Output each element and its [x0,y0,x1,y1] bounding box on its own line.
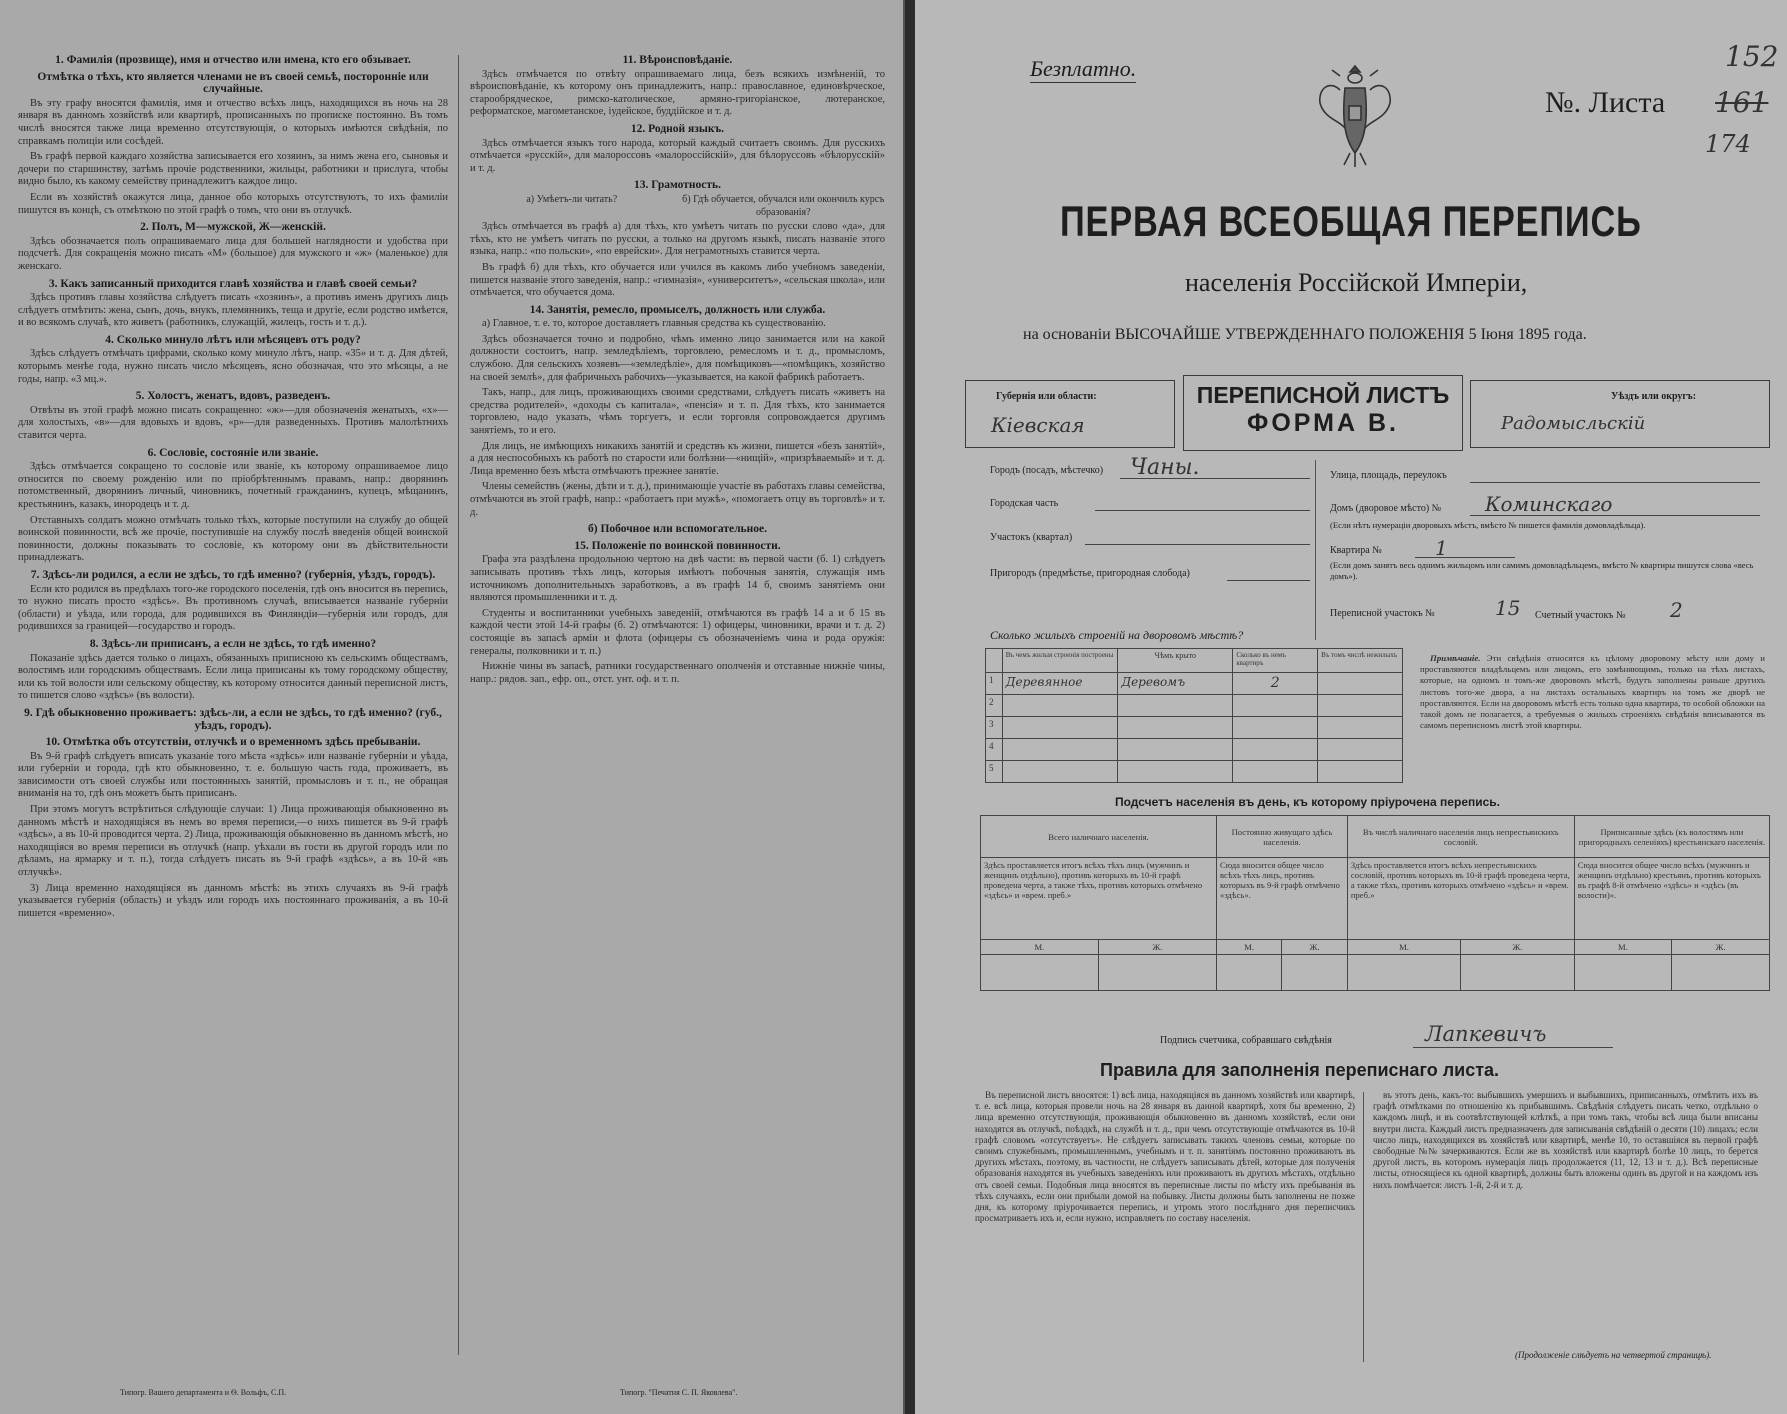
field-line [1415,557,1515,558]
field-label: Пригородъ (предмѣстье, пригородная слобода) [990,568,1190,579]
table-cell: 3 [986,717,1003,739]
male-label: М. [1574,940,1671,955]
table-row [981,940,1770,955]
heading-1: 1. Фамилія (прозвище), имя и отчество или имена, кто его обзывает. [55,54,411,66]
literacy-sub-b: б) Гдѣ обучается, обучался или окончилъ курсъ образованія? [682,193,885,218]
imperial-eagle-icon [1310,58,1400,173]
female-label: Ж. [1282,940,1348,955]
count-cell[interactable] [1347,955,1460,991]
count-cell[interactable] [1282,955,1348,991]
instruction-text: Отставныхъ солдатъ можно отмѣчать только тѣхъ, которые поступили на службу до общей воинской повинности, всѣ же прочіе, поступившіе на службу послѣ введенія общей воинской повинности, должны показывать то сословіе, къ которому они въ дѣйствительности принадлежатъ. [18,514,448,564]
field-value-count-district[interactable]: 2 [1670,598,1683,622]
heading-14b: б) Побочное или вспомогательное. [588,523,767,536]
female-label: Ж. [1461,940,1575,955]
instruction-text: Здѣсь обозначается точно и подробно, чѣмъ именно лицо занимается или на какой должности состоитъ, напр. земледѣліемъ, торговлею, ремесломъ и т. д., промысломъ, службою. Для сельскихъ хозяевъ—«земледѣліе», для помѣщиковъ—«помѣщикъ, хозяйство на своей землѣ», для фабричныхъ рабочихъ—указывается, на какой фабрикѣ работаетъ. [470,333,885,383]
rules-text: Въ переписной листъ вносятся: 1) всѣ лица, находящіяся въ данномъ хозяйствѣ или квартирѣ, т. е. всѣ лица, которыя провели ночь на 28 января въ данной квартирѣ, хотя бы временно, 2) лица временно отсутствующія, проживающія обыкновенно въ данномъ хозяйствѣ, если они находятся въ отлучкѣ, поѣздкѣ, на службѣ и т. д., при чемъ отсутствующіе отмѣчаются въ 10-й графѣ словомъ «отсутствуетъ». Не слѣдуетъ записывать такихъ членовъ семьи, которые по своимъ служебнымъ, промышленнымъ, учебнымъ и т. п. занятіямъ постоянно проживаютъ въ другихъ мѣстахъ, поэтому, въ частности, не слѣдуетъ записывать дѣтей, которые для полученія образованія находятся въ учебныхъ заведеніяхъ или проживаютъ въ другихъ мѣстахъ, отдѣльно отъ своей семьи. Подобныя лица вносятся въ переписные листы по мѣсту ихъ пребыванія въ тѣхъ случаяхъ, если они прибыли домой на побывку. Листы должны быть заполнены не позже дня, къ которому пріурочивается перепись, и утромъ этого послѣдняго дня переписчикъ просматриваетъ ихъ и, если нужно, исправляетъ по составу населенія. [975,1090,1355,1224]
sheet-number-label: №. Листа [1545,86,1666,119]
male-label: М. [1347,940,1460,955]
table-cell[interactable] [1318,673,1403,695]
sheet-number-handwritten: 174 [1705,130,1751,158]
heading-6: 6. Сословіе, состояніе или званіе. [147,446,319,459]
field-line [1095,510,1310,511]
table-cell: 1 [986,673,1003,695]
field-label: Переписной участокъ № [1330,608,1435,619]
table-row [981,858,1770,940]
table-row [986,717,1403,739]
heading-8: 8. Здѣсь-ли приписанъ, а если не здѣсь, то гдѣ именно? [89,637,377,650]
field-value-city[interactable]: Чаны. [1130,455,1200,480]
table-cell[interactable] [1233,761,1318,783]
signature-line [1413,1047,1613,1048]
population-count-table [980,815,1770,991]
field-note: (Если домъ занятъ весь однимъ жильцомъ или самимъ домовладѣльцемъ, вмѣсто № квартиры пишутся слова «весь домъ»). [1330,560,1754,581]
table-header-row [981,816,1770,858]
heading-9: 9. Гдѣ обыкновенно проживаетъ: здѣсь-ли, а если не здѣсь, то гдѣ именно? (губ., уѣздъ, городъ). [24,706,442,732]
instruction-text: а) Главное, т. е. то, которое доставляетъ главныя средства къ существованію. [482,318,826,330]
uezd-value[interactable]: Радомысльскій [1501,413,1646,434]
table-cell[interactable] [1002,717,1118,739]
count-cell[interactable] [1672,955,1770,991]
field-label: Городъ (посадъ, мѣстечко) [990,465,1104,476]
heading-1b: Отмѣтка о тѣхъ, кто является членами не въ своей семьѣ, посторонніе или случайные. [37,70,429,96]
instruction-text: Показаніе здѣсь дается только о лицахъ, обязанныхъ приписною къ сельскимъ обществамъ, волостямъ или городскимъ обществамъ. Если лица приписаны къ тому городскому обществу, или къ той волости или сельскому обществу, къ которому относится данный переписной листъ, то пишется слово «здѣсь» (въ волости). [18,652,448,702]
field-line [1470,482,1760,483]
table-cell[interactable]: Деревомъ [1118,673,1233,695]
instruction-text: Въ графѣ первой каждаго хозяйства записывается его хозяинъ, за нимъ жена его, сыновья и дочери по старшинству, затѣмъ прочіе родственники, жильцы, работники и прислуга, чтобы видно было, къ какому семейству принадлежитъ каждое лицо. [18,151,448,188]
heading-2: 2. Полъ, М—мужской, Ж—женскій. [140,221,326,234]
table-cell[interactable] [1118,695,1233,717]
gubernia-label: Губернія или области: [996,391,1097,402]
table-cell[interactable] [1233,739,1318,761]
heading-4: 4. Сколько минуло лѣтъ или мѣсяцевъ отъ роду? [105,333,361,346]
field-label: Улица, площадь, переулокъ [1330,470,1447,481]
table-cell: Сюда вносится общее число всѣхъ (мужчинъ и женщинъ отдѣльно) крестьянъ, противъ которыхъ въ графѣ 8-й отмѣчено «здѣсь» и «здѣсь (въ волости)». [1574,858,1769,940]
female-label: Ж. [1098,940,1216,955]
table-cell[interactable] [1318,739,1403,761]
heading-3: 3. Какъ записанный приходится главѣ хозяйства и главѣ своей семьи? [48,277,418,290]
table-cell: Сюда вносится общее число всѣхъ тѣхъ лицъ, противъ которыхъ въ 9-й графѣ отмѣчено «здѣсь». [1217,858,1348,940]
heading-10: 10. Отмѣтка объ отсутствіи, отлучкѣ и о временномъ здѣсь пребываніи. [45,736,421,749]
table-cell[interactable] [1233,717,1318,739]
table-cell[interactable] [1002,695,1118,717]
instruction-text: Для лицъ, не имѣющихъ никакихъ занятій и средствъ къ жизни, пишется «безъ занятій», а для неспособныхъ къ работѣ по старости или болѣзни—«нищій», «призрѣваемый» и т. д. Лица временно безъ мѣста отмѣчаютъ прежнее занятіе. [470,440,885,477]
table-row [986,761,1403,783]
count-cell[interactable] [1217,955,1282,991]
instruction-text: Отвѣты въ этой графѣ можно писать сокращенно: «ж»—для обозначенія женатыхъ, «х»—для холостыхъ, «в»—для вдовыхъ и вдовъ, «р»—для разведенныхъ. Противъ малолѣтнихъ ставится черта. [18,404,448,442]
note-title: Примѣчаніе. [1430,653,1481,663]
instruction-text: Члены семействъ (жены, дѣти и т. д.), принимающіе участіе въ работахъ главы семейства, отмѣчаются въ этой графѣ, напр.: «работаетъ при мужѣ», «помогаетъ отцу въ торговлѣ» и т. д. [470,481,885,518]
rules-title: Правила для заполненія переписнаго листа. [1100,1060,1500,1080]
male-label: М. [981,940,1099,955]
table-cell[interactable] [1318,717,1403,739]
instruction-text: Здѣсь обозначается полъ опрашиваемаго лица для большей наглядности и удобства при подсчетѣ. Для сокращенія можно писать «М» (большое) для мужского и «ж» (маленькое) для женскаго. [18,235,448,272]
instruction-text: Такъ, напр., для лицъ, проживающихъ своими средствами, слѣдуетъ писать «живетъ на средства родителей», «доходы съ капитала», «пенсія» и т. п. Для тѣхъ, кто занимается торговлею, надо указать, чѣмъ торгуетъ, и если торговля сопровождается другимъ занятіемъ, то и его. [470,387,885,437]
table-header-row [986,649,1403,673]
heading-12: 12. Родной языкъ. [630,122,725,135]
column-divider [458,55,459,1355]
heading-5: 5. Холостъ, женатъ, вдовъ, разведенъ. [135,390,331,403]
table-cell[interactable] [1002,761,1118,783]
rules-continuation: (Продолженіе слѣдуетъ на четвертой страницѣ). [1515,1350,1712,1360]
table-cell[interactable]: Деревянное [1002,673,1118,695]
heading-15: 15. Положеніе по воинской повинности. [574,539,781,552]
instruction-text: Въ 9-й графѣ слѣдуетъ вписать указаніе того мѣста «здѣсь» или названіе губерніи и уѣзда, или губерніи и города, гдѣ кто обыкновенно, т. е. большую часть года, проживаетъ, въ зависимости отъ своей службы или постоянныхъ занятій, промысловъ и т. п., не обращая вниманія на то, гдѣ онъ можетъ быть приписанъ. [18,750,448,800]
field-line [1227,580,1310,581]
table-row [981,955,1770,991]
legal-basis: на основаніи ВЫСОЧАЙШЕ УТВЕРЖДЕННАГО ПОЛОЖЕНІЯ 5 Іюня 1895 года. [1023,326,1587,343]
form-title: ПЕРЕПИСНОЙ ЛИСТЪ [1196,382,1450,408]
field-line [1470,515,1760,516]
table-cell [986,649,1003,673]
document-title: ПЕРВАЯ ВСЕОБЩАЯ ПЕРЕПИСЬ [1060,198,1642,246]
instruction-text: Въ эту графу вносятся фамилія, имя и отчество всѣхъ лицъ, находящихся въ ночь на 28 января въ данномъ хозяйствѣ или квартирѣ, прописанныхъ по прописке постоянно. Въ томъ числѣ вносятся также лица временно отсутствующія, о которыхъ имѣются свѣдѣнія, по справкамъ полиціи или сосѣдей. [18,97,448,147]
table-row [986,739,1403,761]
table-header: Сколько въ немъ квартиръ [1233,649,1318,673]
note-text: Эти свѣдѣнія относятся къ цѣлому дворовому мѣсту или дому и проставляются владѣльцемъ или лицомъ, его замѣняющимъ, только на тѣхъ листахъ, которые, на одномъ и томъ-же дворовомъ мѣстѣ, будутъ заполнены раньше другихъ листовъ того-же двора, а на листахъ остальныхъ квартиръ на томъ же дворѣ не проставляются. Если на дворовомъ мѣстѣ есть только одна квартира, то особой обложки на такой домъ не полагается, а требуемыя о жилыхъ строеніяхъ свѣдѣнія вписываются въ самомъ переписномъ листѣ этой квартиры. [1420,653,1765,731]
count-cell[interactable] [1574,955,1671,991]
left-column-1 [18,50,448,1380]
instruction-text: Здѣсь отмѣчается сокращено то сословіе или званіе, къ которому опрашиваемое лицо относится по своему рожденію или по пріобрѣтеннымъ правамъ, напр.: дворянинъ потомственный, дворянинъ личный, чиновникъ, почетный гражданинъ, купецъ, мѣщанинъ, крестьянинъ, казакъ, инородецъ и т. д. [18,461,448,510]
field-value-census-district[interactable]: 15 [1495,596,1521,620]
rules-text: въ этотъ день, какъ-то: выбывшихъ умершихъ и выбывшихъ, приписанныхъ, отмѣтить ихъ въ графѣ отмѣтками по отношенію къ прибывшимъ. Свѣдѣнія слѣдуетъ писать четко, отдѣльно о каждомъ лицѣ, и въ соотвѣтствующей клѣткѣ, а при томъ такъ, чтобы всѣ лица были вписаны внутри листа. Каждый листъ предназначенъ для записыванія свѣдѣній о десяти (10) лицахъ; если число лицъ, находящихся въ хозяйствѣ или квартирѣ, менѣе 10, то оставшіяся въ первой графѣ свободные №№ зачеркиваются. Если же въ хозяйствѣ или квартирѣ болѣе 10 лицъ, то берется другой листъ, въ которомъ нумерація лицъ продолжается (11, 12, 13 и т. д.). Всѣ переписные листы, относящіеся къ одной квартирѣ, должны быть вложены одинъ въ другой и на каждомъ изъ нихъ помѣчается: листъ 1-й, 2-й и т. д. [1373,1090,1758,1190]
instruction-text: Если кто родился въ предѣлахъ того-же городского поселенія, гдѣ онъ вносится въ перепись, то нужно писать просто «здѣсь». Въ противномъ случаѣ, вписывается названіе губерніи (области) и уѣзда, или города, для родившихся въ Финляндіи—губернія или городъ, для родившихся за границей—государство и городъ. [18,583,448,633]
gubernia-value[interactable]: Кіевская [991,413,1085,437]
heading-11: 11. Вѣроисповѣданіе. [622,54,733,66]
table-header: Чѣмъ крыто [1118,649,1233,673]
free-label: Безплатно. [1030,56,1137,81]
instruction-text: Здѣсь отмѣчается въ графѣ а) для тѣхъ, кто умѣетъ читать по русски слово «да», для тѣхъ, кто не умѣетъ читать по русски, а только на другомъ языкѣ, писать названіе этого языка, напр.: «по польски», «по еврейски». Для неграмотныхъ ставится черта. [470,221,885,258]
table-cell[interactable]: 2 [1233,673,1318,695]
address-divider [1315,460,1316,640]
signature-value[interactable]: Лапкевичъ [1425,1022,1547,1046]
gubernia-box [965,380,1175,448]
instruction-text: 3) Лица временно находящіяся въ данномъ мѣстѣ: въ этихъ случаяхъ въ 9-й графѣ указывается губернія (область) и уѣздъ или городъ ихъ постояннаго проживанія, а въ 10-й пишется «временно». [18,882,448,919]
table-header: Всего наличнаго населенія. [981,816,1217,858]
table-cell: 4 [986,739,1003,761]
table-row [986,673,1403,695]
count-title: Подсчетъ населенія въ день, къ которому пріурочена перепись. [1115,795,1500,809]
instruction-text: Студенты и воспитанники учебныхъ заведеній, отмѣчаются въ графѣ 14 а и б 15 въ каждой чести этой 14-й графы (б. 2) отмѣчаются: 1) офицеры, чиновники, врачи и т. д. 2) состоящіе въ запасѣ арміи и флота (офицеры съ обозначеніемъ чина и рода оружія: генералы, полковники и т. п.) [470,607,885,657]
table-cell[interactable] [1233,695,1318,717]
male-label: М. [1217,940,1282,955]
signature-label: Подпись счетчика, собравшаго свѣдѣнія [1160,1035,1332,1046]
field-label: Участокъ (квартал) [990,532,1073,543]
heading-7: 7. Здѣсь-ли родился, а если не здѣсь, то гдѣ именно? (губернія, уѣздъ, городъ). [30,568,436,581]
instruction-text: Здѣсь слѣдуетъ отмѣчать цифрами, сколько кому минуло лѣтъ, напр. «35» и т. д. Для дѣтей, которымъ менѣе года, нужно писать число мѣсяцевъ, ясно обозначая, что это мѣсяцы, а не годы, напр. «3 мц.». [18,348,448,385]
note-block [1420,653,1765,793]
instruction-text: Здѣсь отмѣчается языкъ того народа, который каждый считаетъ своимъ. Для русскихъ отмѣчается «русскій», для малороссовъ «малороссійскій», для бѣлоруссовъ «бѣлорусскій» и т. д. [470,137,885,174]
instruction-text: Нижніе чины въ запасѣ, ратники государственнаго ополченія и отставные нижніе чины, напр.: рядов. зап., ефр. оп., отст. унт. оф. и т. п. [470,661,885,685]
table-cell[interactable] [1118,761,1233,783]
rules-column-right [1373,1090,1758,1345]
field-label: Домъ (дворовое мѣсто) № [1330,503,1442,514]
buildings-table [985,648,1403,783]
buildings-question: Сколько жилыхъ строеній на дворовомъ мѣстѣ? [990,628,1244,642]
uezd-box [1470,380,1770,448]
literacy-sub-a: а) Умѣетъ-ли читать? [526,193,618,205]
table-cell[interactable] [1002,739,1118,761]
document-subtitle: населенія Россійской Имперіи, [1185,268,1528,297]
heading-14: 14. Занятія, ремесло, промыселъ, должность или служба. [529,303,826,316]
instruction-text: При этомъ могутъ встрѣтиться слѣдующіе случаи: 1) Лица проживающія обыкновенно въ данномъ мѣстѣ и находящіяся въ немъ во время переписи,—о нихъ пишется въ 9-й графѣ «здѣсь», а въ 10-й проводится черта. 2) Лица, проживающія обыкновенно въ данномъ мѣстѣ, но находящіяся во время переписи въ отлучкѣ (напр. уѣхали въ гости въ другой городъ или по дѣламъ, на ярмарку и т. п.), тогда слѣдуетъ писать въ 9-й графѣ «здѣсь», а въ 10-й «въ отлучкѣ». [18,804,448,879]
field-label: Городская часть [990,498,1059,509]
instruction-text: Здѣсь отмѣчается по отвѣту опрашиваемаго лица, безъ всякихъ измѣненій, то вѣроисповѣданіе, къ которому онъ принадлежитъ, напр.: православное, единовѣрческое, старообрядческое, римско-католическое, армяно-григоріанское, лютеранское, реформатское, магометанское, іудейское, буддійское и т. д. [470,68,885,118]
printer-footer-right: Типогр. "Печатня С. П. Яковлева". [620,1388,738,1397]
table-header: Въ томъ числѣ нежилыхъ [1318,649,1403,673]
heading-13: 13. Грамотность. [633,179,721,192]
table-cell[interactable] [1118,739,1233,761]
female-label: Ж. [1672,940,1770,955]
field-line [1120,478,1310,479]
table-cell: Здѣсь проставляется итогъ всѣхъ тѣхъ лицъ (мужчинъ и женщинъ отдѣльно), противъ которыхъ въ 10-й графѣ проведена черта, а также тѣхъ, противъ которыхъ отмѣчено «здѣсь» и «врем. преб.» [981,858,1217,940]
table-header: Въ чемъ жилыя строенія построены [1002,649,1118,673]
uezd-label: Уѣздъ или округъ: [1611,391,1697,402]
rules-divider [1363,1092,1364,1362]
table-cell: 5 [986,761,1003,783]
printer-footer-left: Типогр. Вашего департамента и Ѳ. Вольфъ, С.П. [120,1388,287,1397]
table-cell: Здѣсь проставляется итогъ всѣхъ непрестьянскихъ сословій, противъ которыхъ въ 10-й графѣ проведена черта, а также тѣхъ, противъ которыхъ отмѣчено «здѣсь» и «врем. преб.» [1347,858,1574,940]
instruction-text: Въ графѣ б) для тѣхъ, кто обучается или учился въ какомъ либо учебномъ заведеніи, пишется названіе этого заведенія, напр.: «гимназія», «университетъ», «сельская школа», или отмѣчается, что обучается дома. [470,261,885,299]
count-cell[interactable] [981,955,1099,991]
instruction-text: Графа эта раздѣлена продольною чертою на двѣ части: въ первой части (б. 1) слѣдуетъ записывать противъ тѣхъ лицъ, которыя имѣютъ побочныя занятія, служащія имъ источникомъ дополнительныхъ заработковъ, а въ графѣ 14 б, своимъ занятіемъ они являются промышленники и т. д. [470,554,885,604]
table-cell: 2 [986,695,1003,717]
field-note: (Если нѣтъ нумераціи дворовыхъ мѣстъ, вмѣсто № пишется фамилія домовладѣльца). [1330,520,1646,530]
rules-column-left [975,1090,1355,1365]
form-type: ФОРМА В. [1247,409,1399,437]
table-cell[interactable] [1318,695,1403,717]
sheet-number-handwritten: 161 [1715,86,1769,119]
table-cell[interactable] [1318,761,1403,783]
field-value-apartment[interactable]: 1 [1435,536,1448,560]
sheet-number-handwritten: 152 [1725,40,1779,73]
instruction-text: Если въ хозяйствѣ окажутся лица, данное обо которыхъ отсутствуютъ, то ихъ фамиліи пишутся въ концѣ, съ отмѣткою по этой графѣ о томъ, что они въ отлучкѣ. [18,191,448,216]
table-header: Въ числѣ наличнаго населенія лицъ непрестьянскихъ сословій. [1347,816,1574,858]
table-cell[interactable] [1118,717,1233,739]
instruction-text: Здѣсь противъ главы хозяйства слѣдуетъ писать «хозяинъ», а противъ именъ другихъ лицъ слѣдуетъ отмѣтить: жена, сынъ, дочь, внукъ, племянникъ, теща и другіе, если родство имѣется, и во всякомъ случаѣ, кто живетъ (работникъ, служащій, жилецъ, гость и т. д.). [18,292,448,329]
count-cell[interactable] [1461,955,1575,991]
form-title-box [1183,375,1463,451]
table-header: Приписанные здѣсь (къ волостямъ или пригородныхъ селеніяхъ) крестьянскаго населенія. [1574,816,1769,858]
count-cell[interactable] [1098,955,1216,991]
field-line [1085,544,1310,545]
table-header: Постоянно живущаго здѣсь населенія. [1217,816,1348,858]
left-column-2 [470,50,885,1380]
field-label: Счетный участокъ № [1535,610,1626,621]
field-label: Квартира № [1330,545,1382,556]
right-page-census-form [915,0,1787,1414]
literacy-subheads [470,194,885,219]
field-value-house[interactable]: Коминскаго [1485,492,1613,516]
table-row [986,695,1403,717]
